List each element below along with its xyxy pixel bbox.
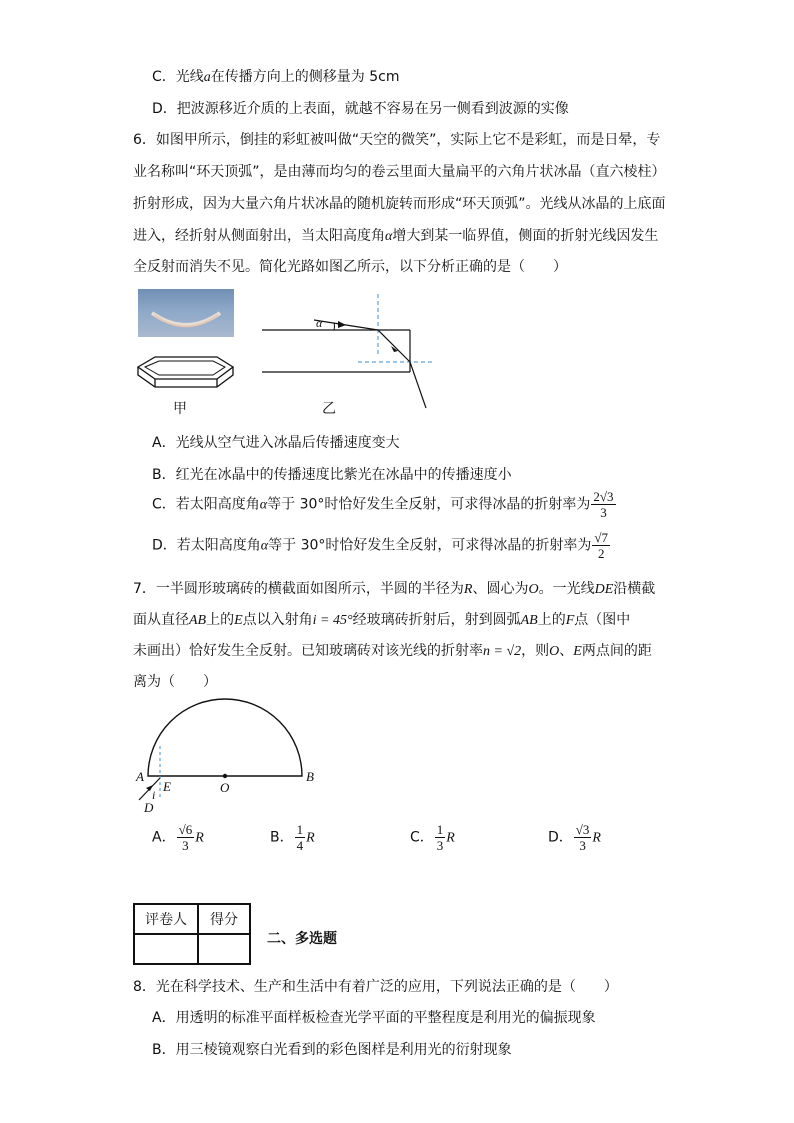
halo-photo — [138, 289, 234, 337]
q7-option-d: D． $\frac{√3}{3}$ R — [548, 822, 601, 853]
halo-arc-image — [138, 289, 234, 337]
q7-stem-line4: 离为（ ） — [133, 674, 217, 690]
q7-option-a: A． $\frac{√6}{3}$ R — [152, 822, 204, 853]
score-header: 得分 — [198, 904, 250, 934]
q6-stem-line5: 全反射而消失不见。简化光路如图乙所示，以下分析正确的是（ ） — [133, 259, 567, 275]
q6-option-b: B．红光在冰晶中的传播速度比紫光在冰晶中的传播速度小 — [152, 467, 512, 483]
alpha-label: α — [316, 316, 323, 330]
angle-i-label: i — [152, 788, 156, 802]
q7-stem-line3: 未画出）恰好发生全反射。已知玻璃砖对该光线的折射率n = √2，则O、E两点间的距 — [133, 643, 652, 659]
figure-yi-label: 乙 — [322, 401, 336, 417]
point-o-label: O — [220, 780, 230, 795]
q6-option-c: C．若太阳高度角α等于 30°时恰好发生全反射，可求得冰晶的折射率为 $\frac{2√3}{3}$ — [152, 489, 614, 520]
q5-option-d: D．把波源移近介质的上表面，就越不容易在另一侧看到波源的实像 — [152, 101, 569, 117]
point-b-label: B — [306, 769, 314, 784]
score-table — [133, 903, 251, 965]
q5-option-c: C．光线a在传播方向上的侧移量为 5cm — [152, 69, 400, 85]
light-path-diagram — [258, 290, 438, 412]
q8-stem: 8．光在科学技术、生产和生活中有着广泛的应用，下列说法正确的是（ ） — [133, 979, 618, 995]
score-cell — [198, 934, 250, 964]
q7-stem-line2: 面从直径AB上的E点以入射角i = 45°经玻璃砖折射后，射到圆弧AB上的F点（图中 — [133, 612, 631, 628]
scorer-cell — [134, 934, 198, 964]
scorer-header: 评卷人 — [134, 904, 198, 934]
q6-stem-line3: 折射形成，因为大量六角片状冰晶的随机旋转而形成“环天顶弧”。光线从冰晶的上底面 — [133, 196, 666, 212]
fraction: $\frac{√7}{2}$ — [594, 530, 609, 561]
hexagon-crystal-diagram — [133, 355, 243, 395]
q8-option-a: A．用透明的标准平面样板检查光学平面的平整程度是利用光的偏振现象 — [152, 1010, 596, 1026]
section-title: 二、多选题 — [267, 931, 337, 947]
q6-stem-line4: 进入，经折射从侧面射出，当太阳高度角α增大到某一临界值，侧面的折射光线因发生 — [133, 228, 659, 244]
semicircle-glass-diagram — [133, 698, 323, 818]
q7-option-b: B． $\frac{1}{4}$ R — [270, 822, 315, 853]
q6-stem-line2: 业名称叫“环天顶弧”，是由薄而均匀的卷云里面大量扁平的六角片状冰晶（直六棱柱） — [133, 164, 666, 180]
q6-option-d: D．若太阳高度角α等于 30°时恰好发生全反射，可求得冰晶的折射率为 $\frac{√7}{2}$ — [152, 530, 609, 561]
point-d-label: D — [144, 800, 154, 815]
q7-stem-line1: 7．一半圆形玻璃砖的横截面如图所示，半圆的半径为R、圆心为O。一光线DE沿横截 — [133, 581, 656, 597]
figure-jia-label: 甲 — [173, 401, 187, 417]
fraction: $\frac{2√3}{3}$ — [593, 489, 614, 520]
q7-option-c: C． $\frac{1}{3}$ R — [410, 822, 455, 853]
point-e-label: E — [163, 779, 171, 794]
q6-stem-line1: 6．如图甲所示，倒挂的彩虹被叫做“天空的微笑”，实际上它不是彩虹，而是日晕，专 — [133, 132, 661, 148]
point-a-label: A — [136, 769, 144, 784]
q6-option-a: A．光线从空气进入冰晶后传播速度变大 — [152, 435, 400, 451]
q8-option-b: B．用三棱镜观察白光看到的彩色图样是利用光的衍射现象 — [152, 1042, 512, 1058]
